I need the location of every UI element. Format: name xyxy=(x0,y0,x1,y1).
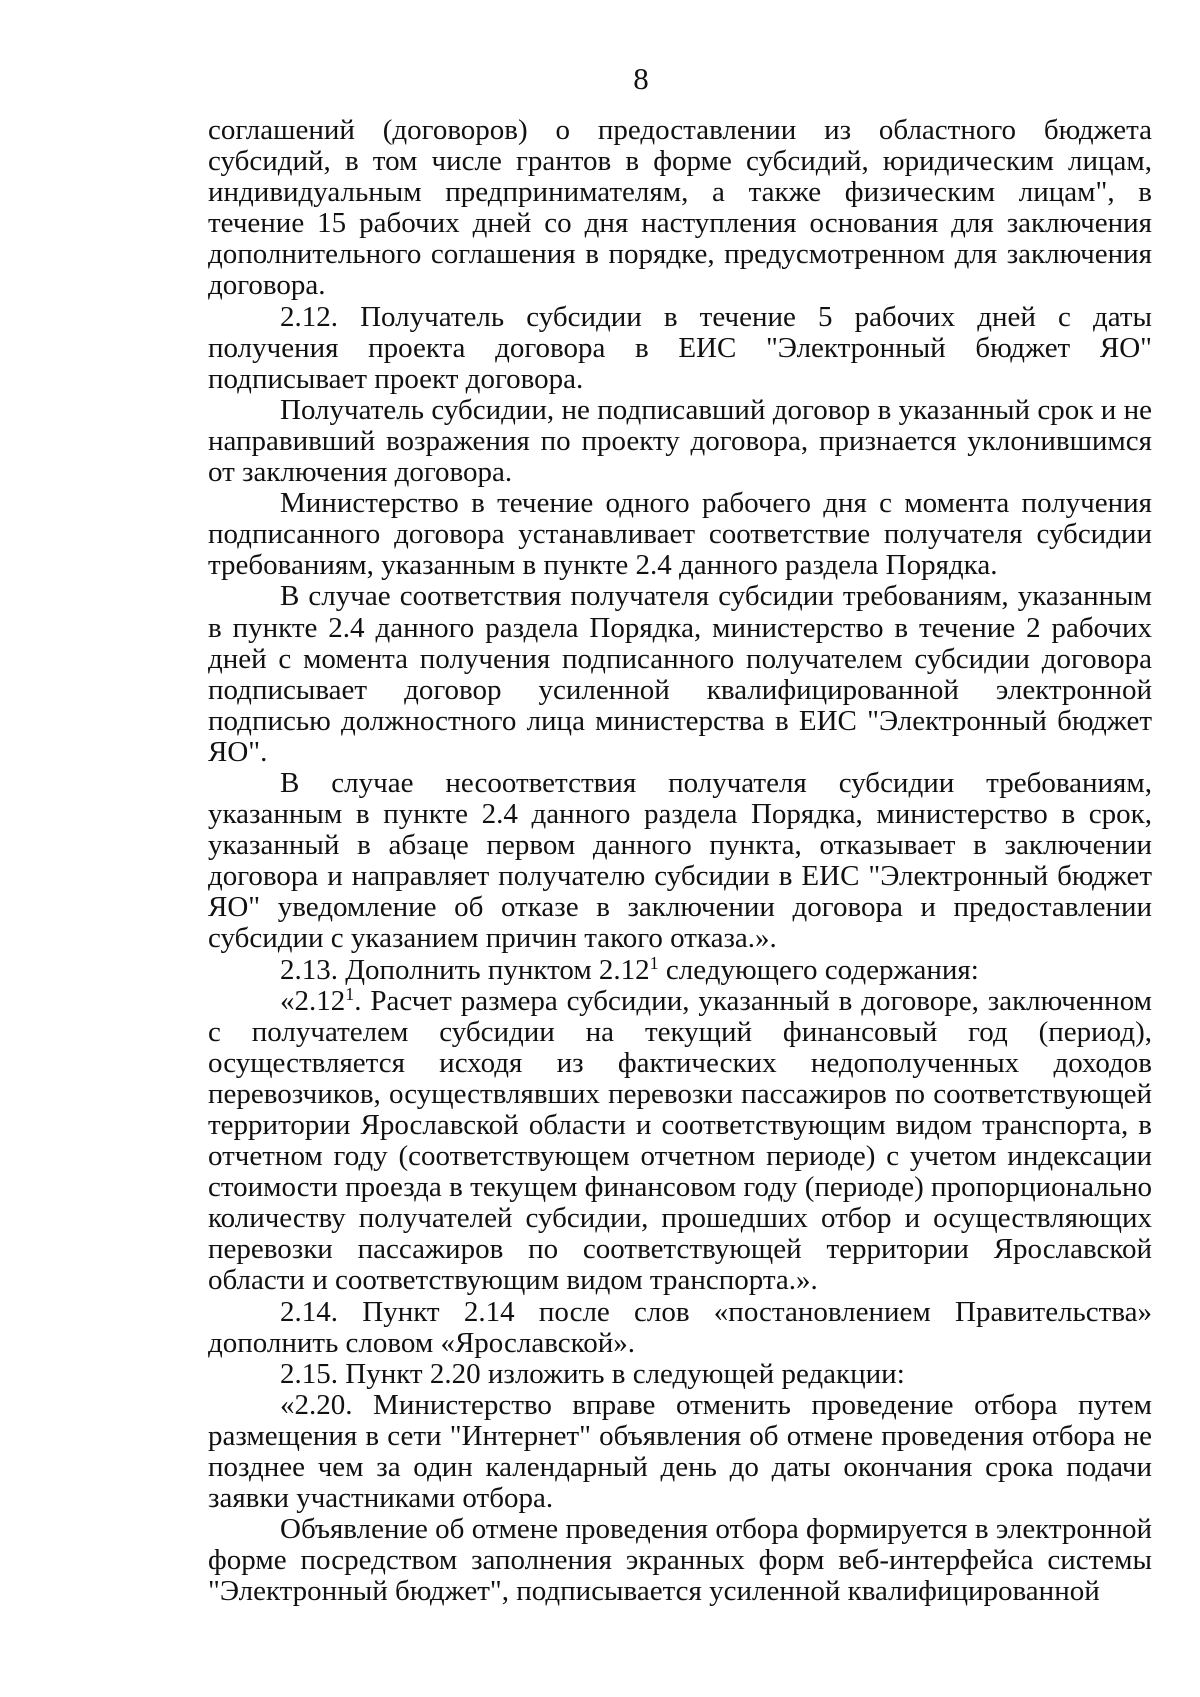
paragraph-2-12-1-lead: «2.12 xyxy=(280,984,346,1017)
superscript-1: 1 xyxy=(345,983,355,1004)
paragraph-announcement: Объявление об отмене проведения отбора формируется в электронной форме посредством заполнения экранных форм веб-интерфейса системы "Электронный бюджет", подписывается усиленной квалифицированной xyxy=(208,1513,1152,1608)
paragraph-2-20: «2.20. Министерство вправе отменить проведение отбора путем размещения в сети "Интернет" объявления об отмене проведения отбора не позднее чем за один календарный день до даты окончания срока подачи заявки участниками отбора. xyxy=(208,1388,1152,1515)
paragraph-2-15: 2.15. Пункт 2.20 изложить в следующей редакции: xyxy=(280,1357,905,1390)
paragraph-2-12: 2.12. Получатель субсидии в течение 5 рабочих дней с даты получения проекта договора в ЕИС "Электронный бюджет ЯО" подписывает проект договора. xyxy=(208,300,1152,395)
paragraph-2-13-text: 2.13. Дополнить пунктом 2.12 xyxy=(280,953,650,986)
paragraph-2-12-1-text: . Расчет размера субсидии, указанный в договоре, заключенном с получателем субсидии на текущий финансовый год (период), осуществляется исходя из фактических недополученных доходов перевозчиков, осуществлявших перевозки пассажиров по соответствующей территории Ярославской области и соответствующим видом транспорта, в отчетном году (соответствующем отчетном периоде) с учетом индексации стоимости проезда в текущем финансовом году (периоде) пропорционально количеству получателей субсидии, прошедших отбор и осуществляющих перевозки пассажиров по соответствующей территории Ярославской области и соответствующим видом транспорта.». xyxy=(208,984,1152,1297)
page-number: 8 xyxy=(633,61,649,96)
paragraph-2-14: 2.14. Пункт 2.14 после слов «постановлением Правительства» дополнить словом «Ярославской». xyxy=(208,1295,1152,1359)
paragraph-ministry-check: Министерство в течение одного рабочего дня с момента получения подписанного договора устанавливает соответствие получателя субсидии требованиям, указанным в пункте 2.4 данного раздела Порядка. xyxy=(208,487,1152,582)
paragraph-non-compliance: В случае несоответствия получателя субсидии требованиям, указанным в пункте 2.4 данного раздела Порядка, министерство в срок, указанный в абзаце первом данного пункта, отказывает в заключении договора и направляет получателю субсидии в ЕИС "Электронный бюджет ЯО" уведомление об отказе в заключении договора и предоставлении субсидии с указанием причин такого отказа.». xyxy=(208,766,1152,955)
superscript-1: 1 xyxy=(649,952,659,973)
paragraph-2-13 xyxy=(208,952,1152,986)
paragraph-evasion: Получатель субсидии, не подписавший договор в указанный срок и не направивший возражения по проекту договора, признается уклонившимся от заключения договора. xyxy=(208,393,1152,489)
paragraph-2-12-1 xyxy=(208,983,1152,1297)
paragraph-2-13-tail: следующего содержания: xyxy=(665,953,979,986)
document-body xyxy=(208,115,1152,1608)
paragraph-continuation: соглашений (договоров) о предоставлении из областного бюджета субсидий, в том числе грантов в форме субсидий, юридическим лицам, индивидуальным предпринимателям, а также физическим лицам", в течение 15 рабочих дней со дня наступления основания для заключения дополнительного соглашения в порядке, предусмотренном для заключения договора. xyxy=(208,114,1152,302)
paragraph-compliance: В случае соответствия получателя субсидии требованиям, указанным в пункте 2.4 данного раздела Порядка, министерство в течение 2 рабочих дней с момента получения подписанного получателем субсидии договора подписывает договор усиленной квалифицированной электронной подписью должностного лица министерства в ЕИС "Электронный бюджет ЯО". xyxy=(208,580,1152,768)
